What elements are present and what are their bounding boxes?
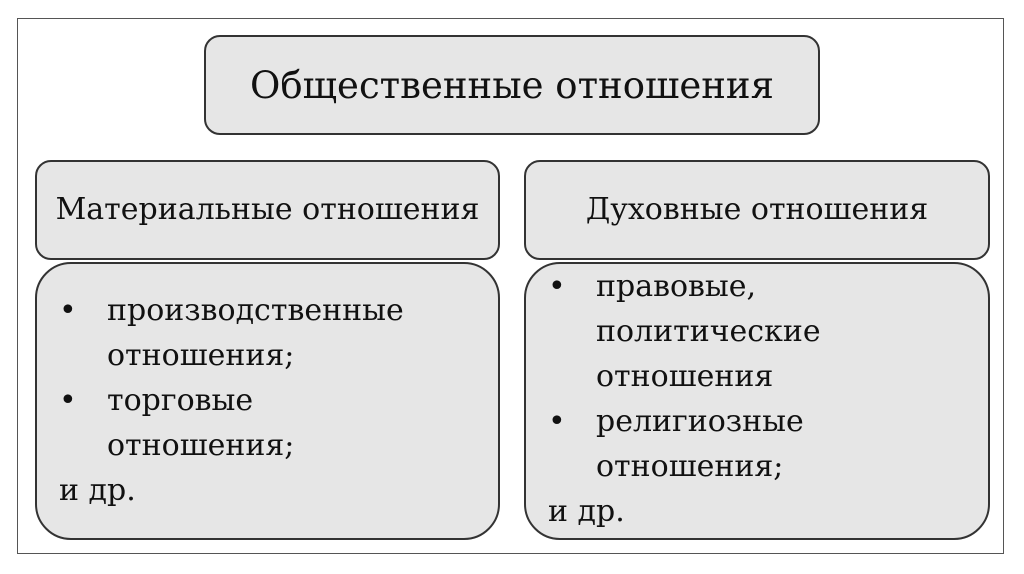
- root-node-label: Общественные отношения: [250, 63, 774, 107]
- list-item: [526, 264, 988, 399]
- bullet-icon: •: [59, 293, 77, 328]
- spiritual-relations-label: Духовные отношения: [585, 192, 929, 227]
- spiritual-relations-header: [524, 160, 990, 260]
- list-item-text: правовые, политические отношения: [596, 269, 821, 394]
- list-item: [37, 288, 498, 378]
- bullet-icon: •: [548, 269, 566, 304]
- material-relations-header: [35, 160, 500, 260]
- material-relations-label: Материальные отношения: [55, 192, 480, 227]
- list-item-text: производственные отношения;: [107, 293, 404, 373]
- list-item: [37, 378, 498, 468]
- material-relations-list: [37, 288, 498, 513]
- list-item-text: религиозные отношения;: [596, 404, 804, 484]
- list-tail-text: и др.: [59, 473, 136, 508]
- list-tail-text: и др.: [548, 494, 625, 529]
- spiritual-relations-list-box: [524, 262, 990, 540]
- bullet-icon: •: [59, 383, 77, 418]
- bullet-icon: •: [548, 404, 566, 439]
- root-node-box: [204, 35, 820, 135]
- material-relations-list-box: [35, 262, 500, 540]
- spiritual-relations-list: [526, 264, 988, 534]
- list-item-text: торговые отношения;: [107, 383, 295, 463]
- list-item: [526, 399, 988, 489]
